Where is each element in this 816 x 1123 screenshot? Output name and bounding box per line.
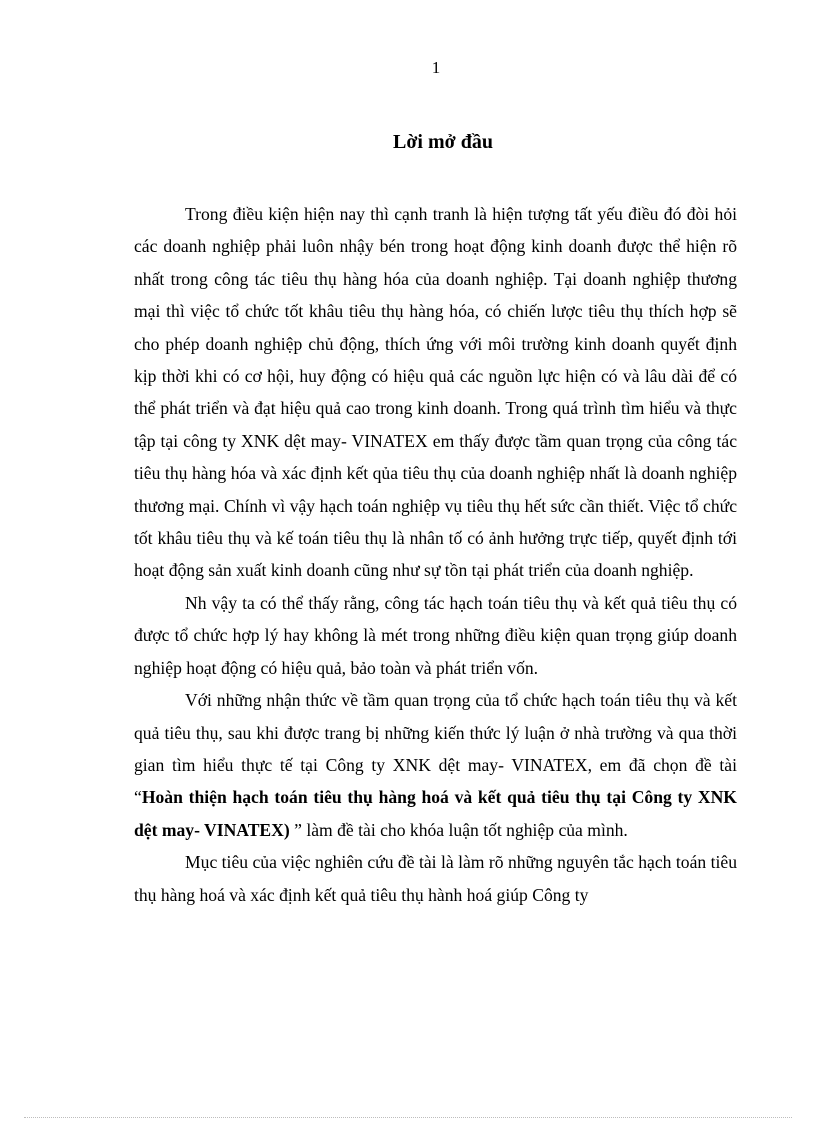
paragraph-4: Mục tiêu của việc nghiên cứu đề tài là làm rõ những nguyên tắc hạch toán tiêu thụ hàng hoá và xác định kết quả tiêu thụ hành hoá giúp Công ty [134, 852, 737, 905]
paragraph-1: Trong điều kiện hiện nay thì cạnh tranh là hiện tượng tất yếu điều đó đòi hỏi các doanh nghiệp phải luôn nhậy bén trong hoạt động kinh doanh được thể hiện rõ nhất trong công tác tiêu thụ hàng hóa của doanh nghiệp. Tại doanh nghiệp thương mại thì việc tổ chức tốt khâu tiêu thụ hàng hóa, có chiến lược tiêu thụ thích hợp sẽ cho phép doanh nghiệp chủ động, thích ứng với môi trường kinh doanh quyết định kịp thời khi có cơ hội, huy động có hiệu quả các nguồn lực hiện có và lâu dài để có thể phát triển và đạt hiệu quả cao trong kinh doanh. Trong quá trình tìm hiểu và thực tập tại công ty XNK dệt may- VINATEX em thấy được tầm quan trọng của công tác tiêu thụ hàng hóa và xác định kết qủa tiêu thụ của doanh nghiệp nhất là doanh nghiệp thương mại. Chính vì vậy hạch toán nghiệp vụ tiêu thụ hết sức cần thiết. Việc tổ chức tốt khâu tiêu thụ và kế toán tiêu thụ là nhân tố có ảnh hưởng trực tiếp, quyết định tới hoạt động sản xuất kinh doanh cũng như sự tồn tại phát triển của doanh nghiệp. [134, 204, 737, 581]
paragraph-3 [134, 684, 737, 846]
paragraph-2: Nh vậy ta có thể thấy rằng, công tác hạch toán tiêu thụ và kết quả tiêu thụ có được tổ chức hợp lý hay không là mét trong những điều kiện quan trọng giúp doanh nghiệp hoạt động có hiệu quả, bảo toàn và phát triển vốn. [134, 592, 737, 678]
paragraph-3-text-before: Với những nhận thức về tầm quan trọng của tổ chức hạch toán tiêu thụ và kết quả tiêu thụ, sau khi được trang bị những kiến thức lý luận ở nhà trường và qua thời gian tìm hiểu thực tế tại Công ty XNK dệt may- VINATEX, em đã chọn đề tài “ [134, 690, 737, 808]
thesis-title: Hoàn thiện hạch toán tiêu thụ hàng hoá và kết quả tiêu thụ tại Công ty XNK dệt may- VINATEX) [134, 787, 737, 840]
paragraph-3-text-after: ” làm đề tài cho khóa luận tốt nghiệp của mình. [289, 819, 628, 840]
page-bottom-divider [24, 1117, 792, 1118]
page-number: 1 [431, 58, 441, 77]
page-title: Lời mở đầu [393, 131, 493, 153]
body-text [134, 198, 737, 911]
